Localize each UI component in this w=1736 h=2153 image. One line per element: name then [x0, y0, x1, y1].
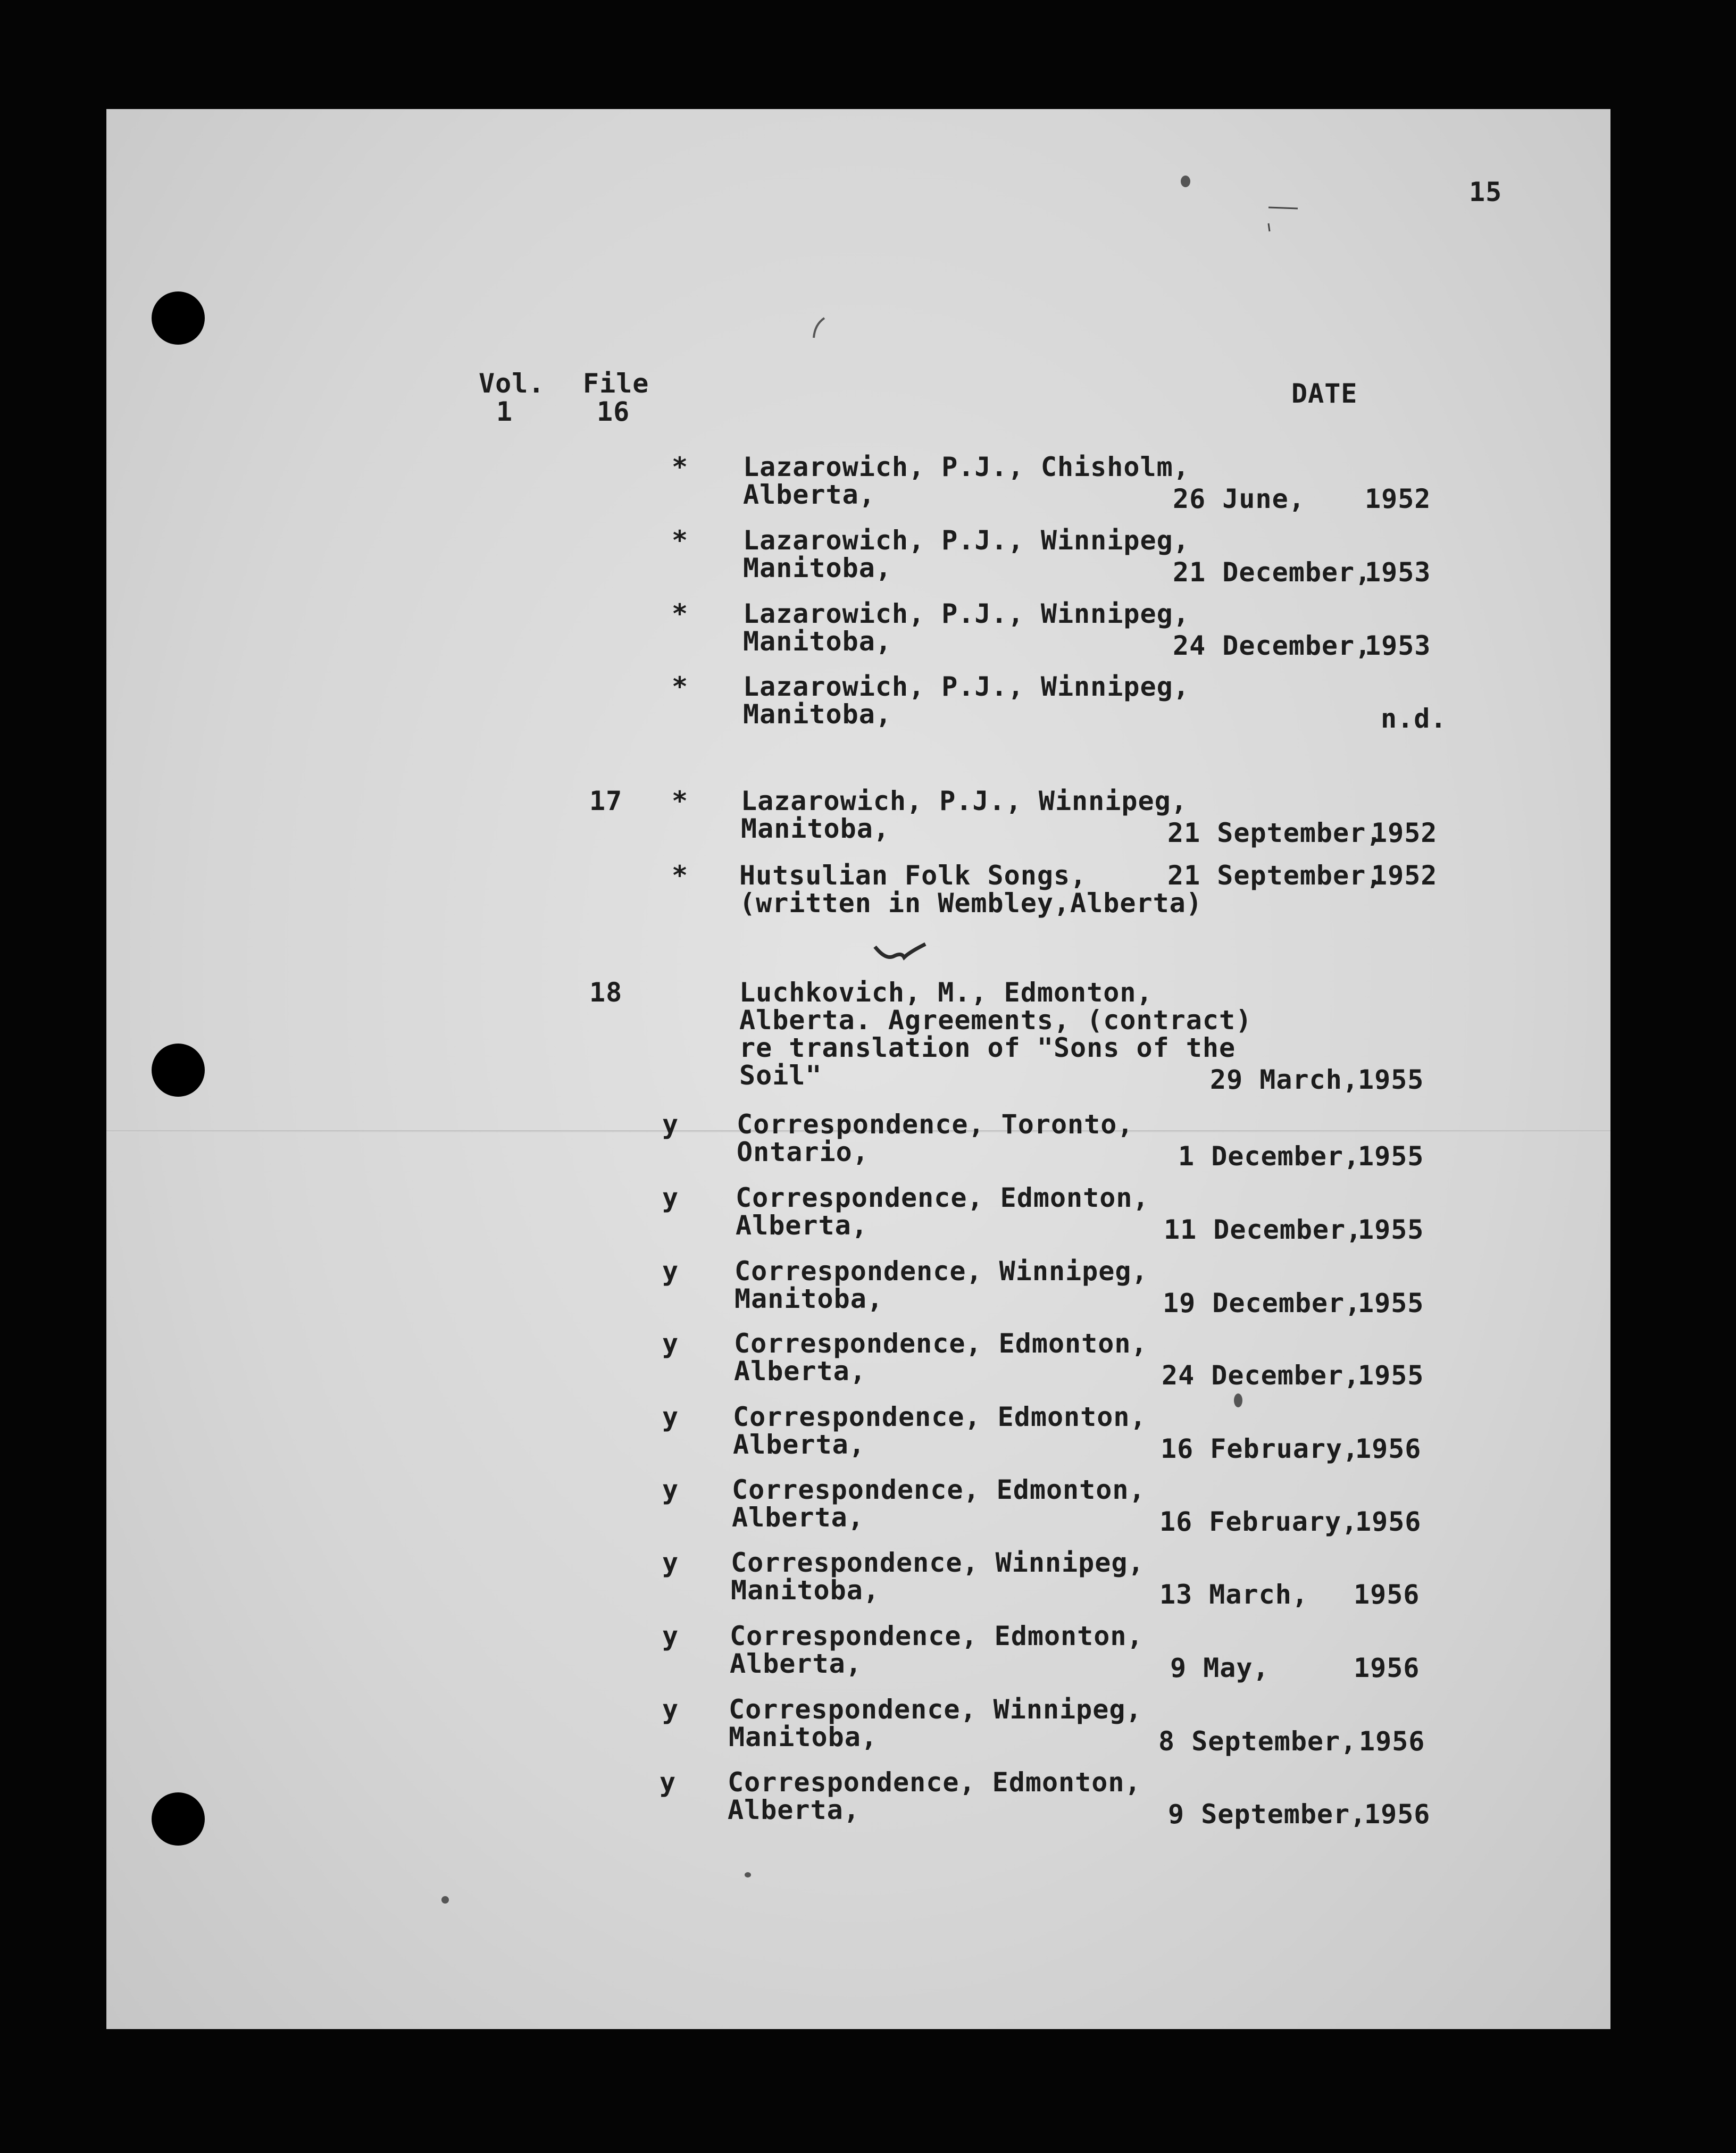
entry-description-line2: Alberta, [730, 1648, 862, 1679]
entry-description-line1: Correspondence, Edmonton, [736, 1182, 1149, 1213]
entry-description-line4: Soil" [739, 1060, 822, 1091]
file-label: File [583, 368, 649, 399]
entry-description-line1: Luchkovich, M., Edmonton, [739, 977, 1153, 1008]
entry-file-number: 17 [589, 786, 623, 816]
entry-description-line1: Correspondence, Edmonton, [730, 1621, 1144, 1651]
punch-hole-bottom [152, 1792, 205, 1846]
entry-description-line1: Lazarowich, P.J., Winnipeg, [743, 525, 1190, 556]
entry-description-line1: Correspondence, Winnipeg, [729, 1694, 1142, 1725]
entry-year: 1955 [1358, 1288, 1424, 1318]
entry-description-line2: Manitoba, [743, 553, 892, 583]
entry-mark: y [662, 1694, 679, 1725]
entry-date: 1 December, [1178, 1141, 1361, 1172]
entry-date: 21 September, [1167, 860, 1383, 891]
entry-date: 21 September, [1167, 817, 1383, 848]
pen-tick-mark [872, 936, 931, 968]
entry-description-line2: Manitoba, [731, 1575, 880, 1606]
entry-description-line1: Lazarowich, P.J., Winnipeg, [741, 786, 1188, 816]
entry-year: 1955 [1358, 1064, 1424, 1095]
entry-description-line2: Alberta. Agreements, (contract) [739, 1005, 1253, 1036]
paper-speck [1234, 1393, 1242, 1407]
entry-description-line2: Manitoba, [741, 813, 890, 844]
entry-description-line1: Correspondence, Edmonton, [728, 1767, 1141, 1798]
entry-year: 1956 [1354, 1653, 1420, 1683]
entry-date: 26 June, [1173, 483, 1305, 514]
entry-date: 9 September, [1168, 1799, 1367, 1830]
entry-year: 1953 [1365, 557, 1431, 588]
paper-speck [745, 1872, 751, 1877]
entry-year: 1956 [1359, 1726, 1425, 1757]
entry-year: n.d. [1381, 703, 1447, 734]
entry-date: 24 December, [1162, 1360, 1361, 1391]
entry-mark: * [672, 525, 689, 556]
entry-description-line1: Correspondence, Edmonton, [732, 1474, 1146, 1505]
entry-mark: * [672, 786, 689, 816]
entry-year: 1953 [1365, 630, 1431, 661]
entry-description-line2: Manitoba, [743, 626, 892, 657]
entry-date: 19 December, [1163, 1288, 1362, 1318]
file-value: 16 [597, 396, 630, 427]
entry-date: 29 March, [1210, 1064, 1359, 1095]
vol-value: 1 [496, 396, 513, 427]
entry-description-line1: Correspondence, Winnipeg, [731, 1547, 1145, 1578]
entry-mark: y [662, 1474, 679, 1505]
entry-date: 11 December, [1164, 1214, 1363, 1245]
entry-date: 21 December, [1173, 557, 1372, 588]
entry-mark: y [662, 1182, 679, 1213]
entry-description-line2: Alberta, [733, 1429, 865, 1460]
entry-mark: y [662, 1547, 679, 1578]
entry-mark: * [672, 860, 689, 891]
date-label: DATE [1291, 378, 1358, 409]
entry-description-line2: Alberta, [734, 1356, 866, 1387]
entry-year: 1952 [1371, 817, 1438, 848]
punch-hole-middle [152, 1044, 205, 1097]
entry-mark: * [672, 452, 689, 482]
entry-mark: y [662, 1109, 679, 1140]
entry-description-line2: Alberta, [732, 1502, 864, 1533]
entry-year: 1952 [1365, 483, 1431, 514]
entry-mark: y [660, 1767, 677, 1798]
entry-date: 24 December, [1173, 630, 1372, 661]
stray-dash-mark [1266, 202, 1308, 234]
entry-description-line1: Hutsulian Folk Songs, [739, 860, 1087, 891]
entry-year: 1955 [1358, 1214, 1424, 1245]
entry-description-line1: Correspondence, Winnipeg, [735, 1256, 1148, 1287]
entry-description-line3: re translation of "Sons of the [739, 1032, 1236, 1063]
entry-description-line1: Correspondence, Edmonton, [733, 1401, 1147, 1432]
entry-mark: y [662, 1328, 679, 1359]
entry-date: 13 March, [1159, 1579, 1308, 1610]
entry-description-line2: Alberta, [743, 479, 875, 510]
entry-date: 9 May, [1170, 1653, 1270, 1683]
entry-description-line1: Lazarowich, P.J., Winnipeg, [743, 598, 1190, 629]
entry-description-line1: Correspondence, Toronto, [737, 1109, 1134, 1140]
entry-mark: * [672, 598, 689, 629]
entry-year: 1952 [1371, 860, 1438, 891]
entry-mark: y [662, 1256, 679, 1287]
entry-description-line2: Manitoba, [729, 1722, 878, 1753]
entry-description-line2: Alberta, [736, 1210, 868, 1241]
entry-year: 1956 [1364, 1799, 1431, 1830]
entry-description-line1: Lazarowich, P.J., Winnipeg, [743, 671, 1190, 702]
paper-speck [441, 1896, 449, 1904]
vol-label: Vol. [479, 368, 545, 399]
entry-description-line2: Manitoba, [743, 699, 892, 730]
entry-year: 1956 [1354, 1579, 1420, 1610]
entry-year: 1955 [1358, 1141, 1424, 1172]
page-number: 15 [1469, 177, 1503, 207]
entry-description-line1: Correspondence, Edmonton, [734, 1328, 1148, 1359]
punch-hole-top [152, 291, 205, 345]
entry-description-line2: (written in Wembley,Alberta) [739, 888, 1203, 919]
entry-file-number: 18 [589, 977, 623, 1008]
entry-description-line2: Manitoba, [735, 1283, 883, 1314]
entry-description-line2: Alberta, [728, 1795, 860, 1825]
entry-description-line2: Ontario, [737, 1137, 869, 1167]
entry-mark: y [662, 1621, 679, 1651]
entry-mark: y [662, 1401, 679, 1432]
paper-speck [1181, 176, 1190, 187]
entry-year: 1955 [1358, 1360, 1424, 1391]
stray-pencil-mark [808, 314, 830, 340]
entry-date: 16 February, [1159, 1506, 1358, 1537]
entry-mark: * [672, 671, 689, 702]
entry-description-line1: Lazarowich, P.J., Chisholm, [743, 452, 1190, 482]
entry-date: 8 September, [1158, 1726, 1357, 1757]
entry-date: 16 February, [1161, 1433, 1359, 1464]
entry-year: 1956 [1355, 1433, 1422, 1464]
entry-year: 1956 [1355, 1506, 1422, 1537]
